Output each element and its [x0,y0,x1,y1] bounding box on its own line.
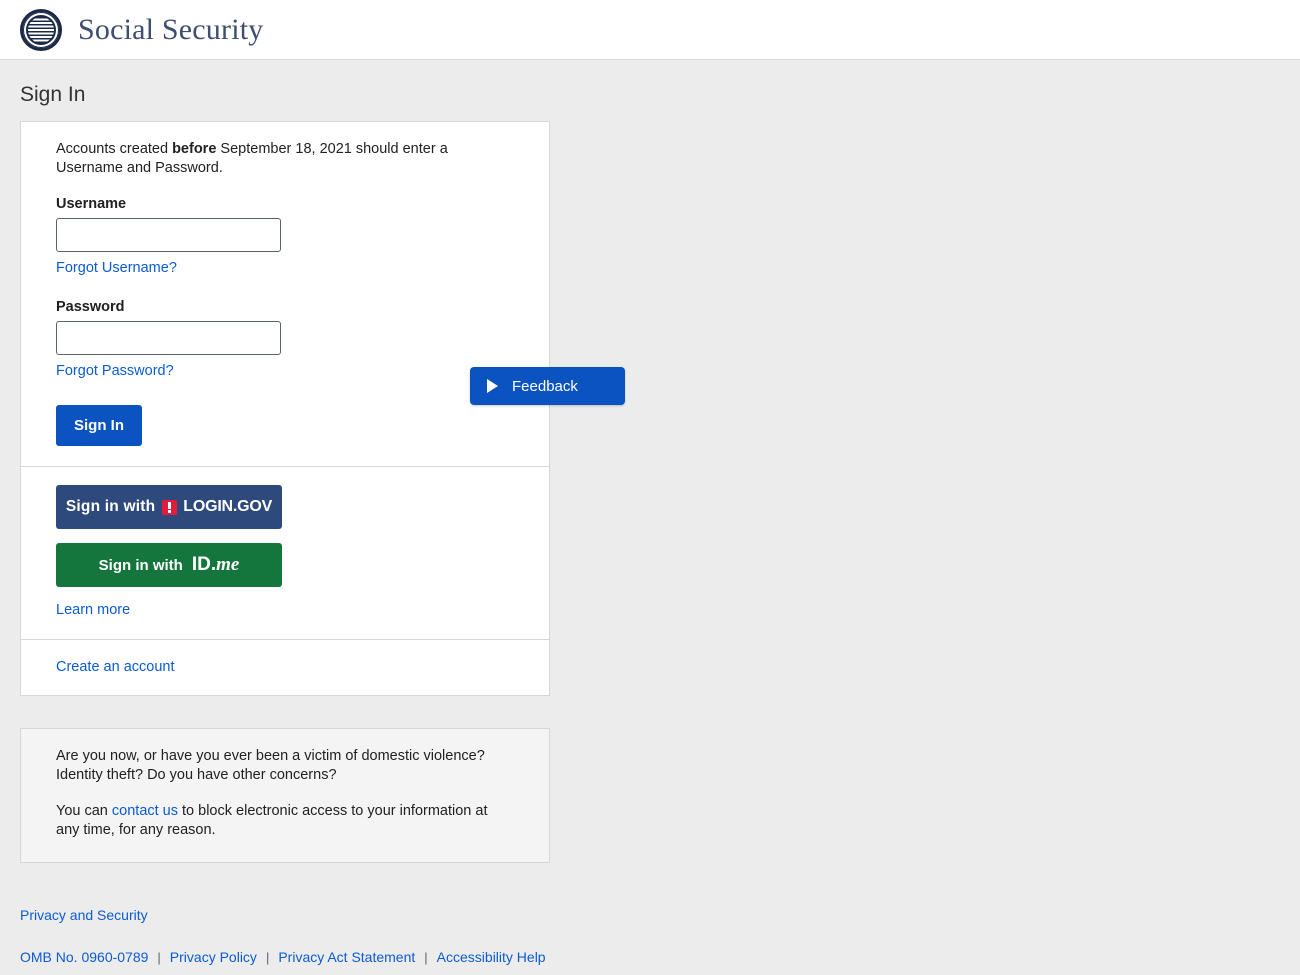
brand-title: Social Security [78,12,264,46]
login-gov-prefix: Sign in with [65,498,156,515]
create-account-link[interactable]: Create an account [56,659,175,675]
privacy-act-statement-link[interactable]: Privacy Act Statement [278,949,416,965]
forgot-password-link[interactable]: Forgot Password? [56,363,174,379]
credentials-section [21,122,549,467]
id-me-prefix: Sign in with [98,556,183,574]
id-me-button[interactable] [56,543,282,587]
forgot-username-row [56,259,514,277]
notice-p2-before: You can [56,803,112,819]
password-label: Password [56,299,125,315]
login-gov-wordmark: LOGIN.GOV [183,498,273,515]
feedback-label: Feedback [512,377,578,395]
page-footer [20,907,1280,975]
notice-paragraph-2 [56,802,514,840]
learn-more-link[interactable]: Learn more [56,602,131,618]
privacy-policy-link[interactable]: Privacy Policy [169,949,257,965]
footer-top-row [20,907,1280,925]
login-gov-icon [162,500,177,515]
contact-us-link[interactable]: contact us [111,803,178,819]
field-spacer [56,277,514,299]
victim-notice-box [20,728,550,863]
forgot-username-link[interactable]: Forgot Username? [56,260,177,276]
site-header [0,0,1300,60]
partner-signin-section [21,467,549,640]
footer-separator-1: | [157,949,161,965]
signin-card [20,121,550,696]
sign-in-button[interactable]: Sign In [56,405,142,446]
notice-paragraph-1: Are you now, or have you ever been a victim of domestic violence? Identity theft? Do you have other concerns? [56,748,485,783]
intro-before: Accounts created [56,141,173,157]
accessibility-help-link[interactable]: Accessibility Help [436,949,546,965]
username-input[interactable] [56,218,281,252]
learn-more-row [56,601,514,619]
intro-after: September 18, 2021 should enter a Username and Password. [56,141,448,176]
feedback-button[interactable] [470,367,625,405]
password-input[interactable] [56,321,281,355]
forgot-password-row [56,362,514,380]
id-me-bold: ID. [191,554,217,575]
privacy-and-security-link[interactable]: Privacy and Security [20,907,148,923]
create-account-section [21,640,549,695]
id-me-italic: me [216,554,240,575]
ssa-seal-icon [20,9,62,51]
footer-separator-3: | [424,949,428,965]
page-title: Sign In [20,83,86,106]
footer-separator-2: | [265,949,270,965]
intro-text [56,140,486,178]
footer-links-row [20,949,1280,965]
login-gov-button[interactable] [56,485,282,529]
notice-p2-after: to block electronic access to your information at any time, for any reason. [56,803,488,838]
username-label: Username [56,196,127,212]
omb-number-link[interactable]: OMB No. 0960-0789 [20,949,149,965]
id-me-wordmark [192,554,240,576]
page-content [0,83,1300,975]
intro-bold: before [172,141,217,157]
play-arrow-icon [487,379,498,393]
